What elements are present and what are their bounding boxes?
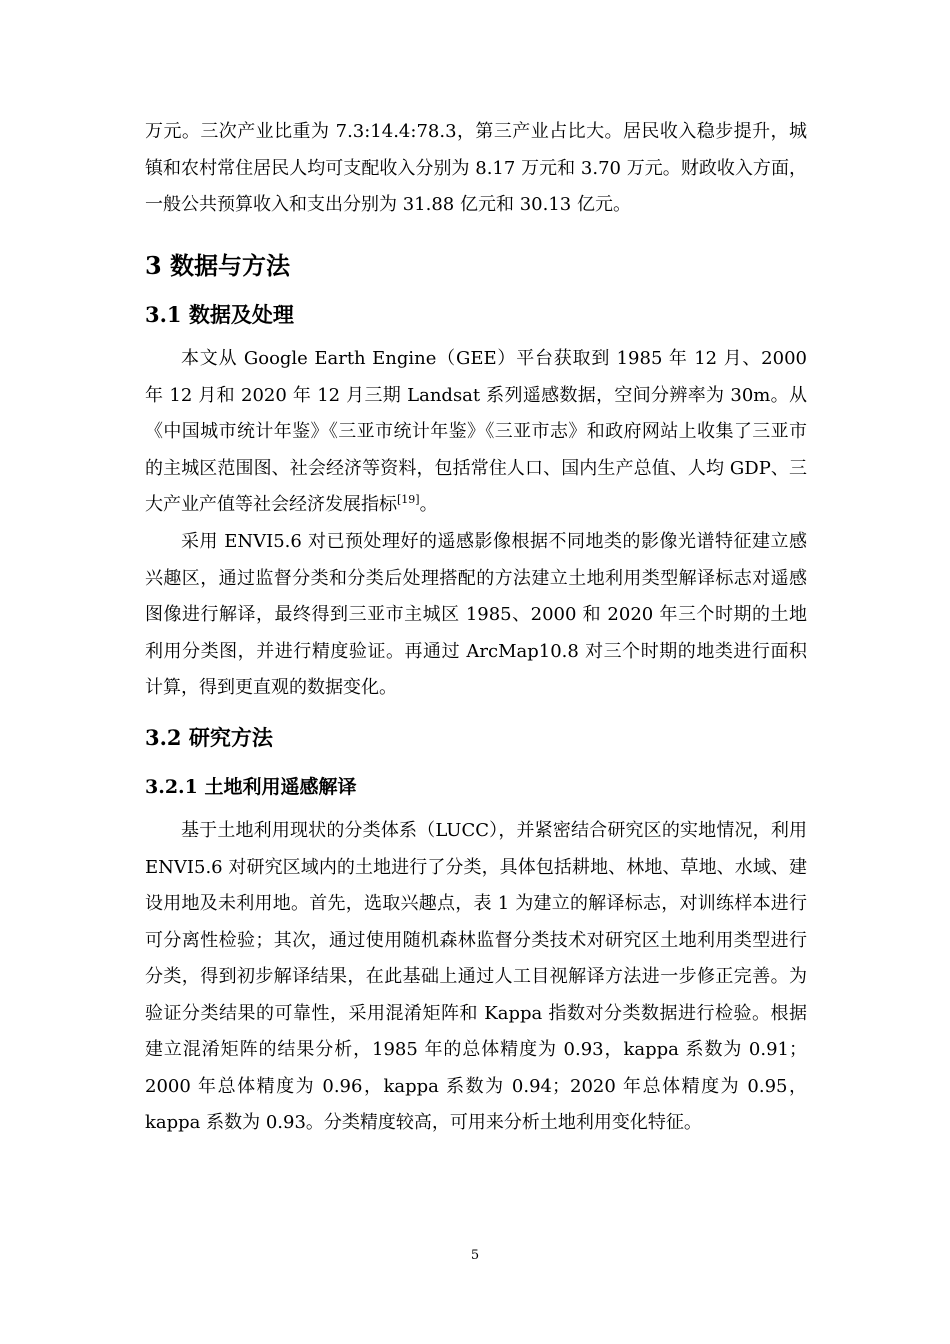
section-3-2-1-heading: 3.2.1 土地利用遥感解译 — [145, 776, 357, 798]
section-3-heading: 3 数据与方法 — [145, 251, 291, 280]
intro-paragraph: 万元。三次产业比重为 7.3:14.4:78.3，第三产业占比大。居民收入稳步提升，城镇和农村常住居民人均可支配收入分别为 8.17 万元和 3.70 万元。财政收入方面，一般公共预算收入和支出分别为 31.88 亿元和 30.13 亿元。 — [145, 121, 807, 215]
section-3-1-heading: 3.1 数据及处理 — [145, 302, 294, 327]
citation-marker: [19] — [397, 493, 420, 506]
section-3-1-paragraph-2: 采用 ENVI5.6 对已预处理好的遥感影像根据不同地类的影像光谱特征建立感兴趣区，通过监督分类和分类后处理搭配的方法建立土地利用类型解译标志对遥感图像进行解译，最终得到三亚市主城区 1985、2000 和 2020 年三个时期的土地利用分类图，并进行精度验证。再通过 ArcMap10.8 对三个时期的地类进行面积计算，得到更直观的数据变化。 — [145, 531, 807, 698]
section-3-2-1-paragraph: 基于土地利用现状的分类体系（LUCC），并紧密结合研究区的实地情况，利用 ENVI5.6 对研究区域内的土地进行了分类，具体包括耕地、林地、草地、水域、建设用地及未利用地。首先，选取兴趣点，表 1 为建立的解译标志，对训练样本进行可分离性检验；其次，通过使用随机森林监督分类技术对研究区土地利用类型进行分类，得到初步解译结果，在此基础上通过人工目视解译方法进一步修正完善。为验证分类结果的可靠性，采用混淆矩阵和 Kappa 指数对分类数据进行检验。根据建立混淆矩阵的结果分析，1985 年的总体精度为 0.93，kappa 系数为 0.91；2000 年总体精度为 0.96，kappa 系数为 0.94；2020 年总体精度为 0.95，kappa 系数为 0.93。分类精度较高，可用来分析土地利用变化特征。 — [145, 820, 807, 1133]
page-number: 5 — [470, 1248, 480, 1263]
paragraph-text: 本文从 Google Earth Engine（GEE）平台获取到 1985 年 12 月、2000 年 12 月和 2020 年 12 月三期 Landsat 系列遥感数据，空间分辨率为 30m。从《中国城市统计年鉴》《三亚市统计年鉴》《三亚市志》和政府网站上收集了三亚市的主城区范围图、社会经济等资料，包括常住人口、国内生产总值、人均 GDP、三大产业产值等社会经济发展指标 — [145, 348, 807, 515]
section-3-1-paragraph-1 — [145, 341, 807, 524]
section-3-2-heading: 3.2 研究方法 — [145, 725, 273, 750]
paragraph-end-punctuation: 。 — [419, 494, 438, 515]
